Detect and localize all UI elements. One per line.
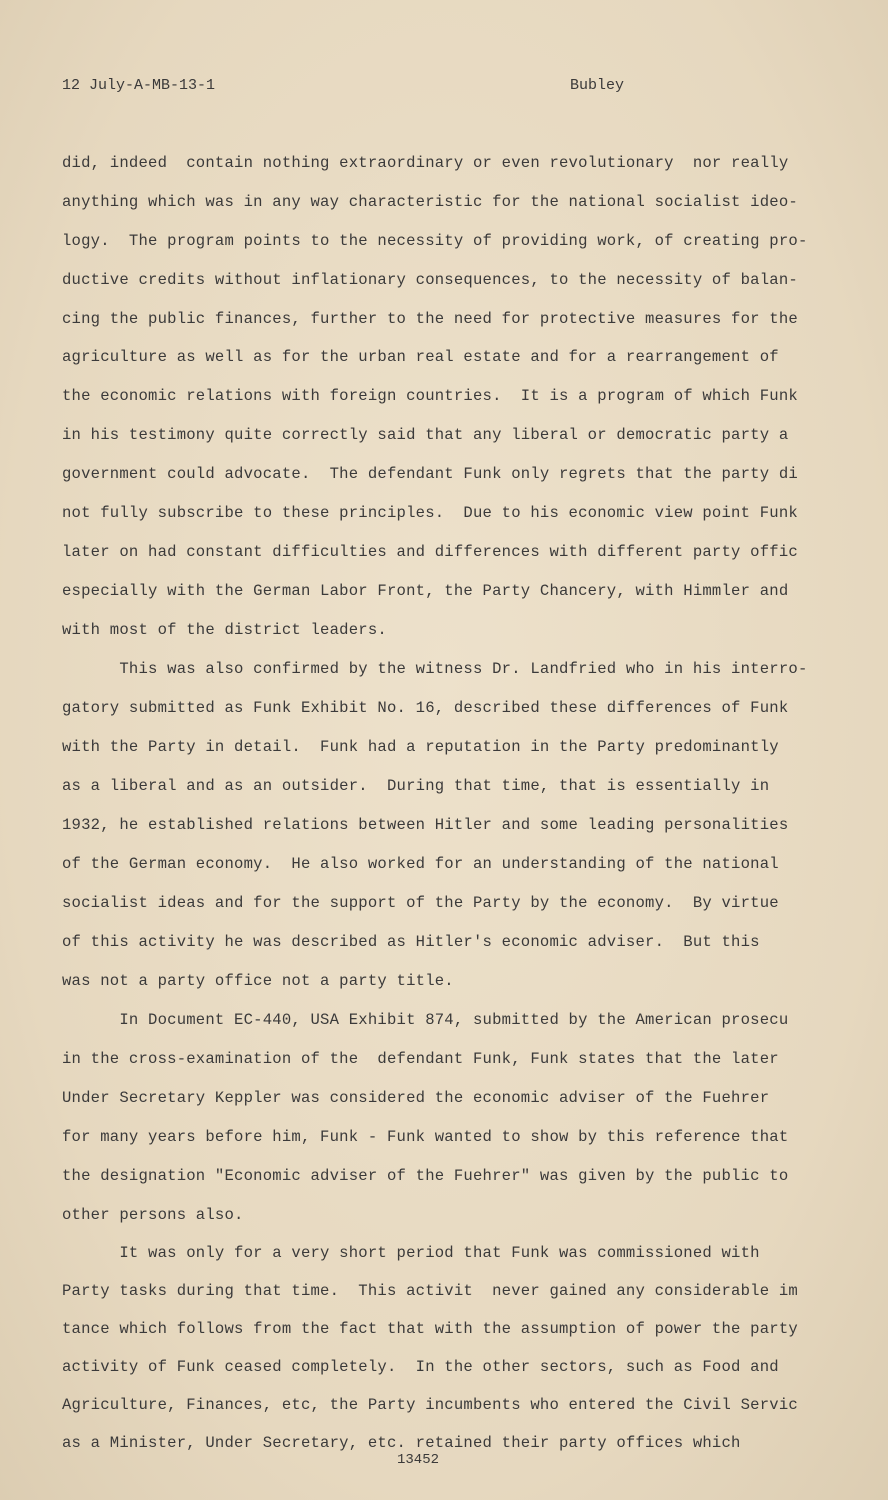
text-line: logy. The program points to the necessity of providing work, of creating pro- — [62, 232, 808, 250]
text-line: Under Secretary Keppler was considered the economic adviser of the Fuehrer — [62, 1089, 770, 1107]
text-line: especially with the German Labor Front, the Party Chancery, with Himmler and — [62, 582, 789, 600]
text-line: as a Minister, Under Secretary, etc. retained their party offices which — [62, 1434, 741, 1452]
text-line: This was also confirmed by the witness Dr. Landfried who in his interro- — [62, 660, 808, 678]
text-line: anything which was in any way characteristic for the national socialist ideo- — [62, 193, 798, 211]
document-id: 12 July-A-MB-13-1 — [62, 77, 216, 94]
text-line: the designation "Economic adviser of the Fuehrer" was given by the public to — [62, 1167, 789, 1185]
text-line: in his testimony quite correctly said that any liberal or democratic party a — [62, 426, 789, 444]
text-line: with most of the district leaders. — [62, 621, 387, 639]
text-line: of the German economy. He also worked for an understanding of the national — [62, 855, 779, 873]
page-number: 13452 — [397, 1452, 440, 1468]
text-line: with the Party in detail. Funk had a reputation in the Party predominantly — [62, 738, 779, 756]
text-line: the economic relations with foreign countries. It is a program of which Funk — [62, 387, 798, 405]
text-line: later on had constant difficulties and differences with different party offic — [62, 543, 798, 561]
text-line: was not a party office not a party title. — [62, 972, 454, 990]
text-line: other persons also. — [62, 1206, 244, 1224]
text-line: ductive credits without inflationary consequences, to the necessity of balan- — [62, 271, 798, 289]
text-line: agriculture as well as for the urban real estate and for a rearrangement of — [62, 348, 779, 366]
text-line: for many years before him, Funk - Funk wanted to show by this reference that — [62, 1128, 789, 1146]
text-line: activity of Funk ceased completely. In the other sectors, such as Food and — [62, 1358, 779, 1376]
page-header — [62, 77, 842, 99]
text-line: Agriculture, Finances, etc, the Party incumbents who entered the Civil Servic — [62, 1396, 798, 1414]
text-line: Party tasks during that time. This activit never gained any considerable im — [62, 1282, 798, 1300]
text-line: 1932, he established relations between Hitler and some leading personalities — [62, 816, 789, 834]
text-line: socialist ideas and for the support of the Party by the economy. By virtue — [62, 894, 779, 912]
reporter-name: Bubley — [570, 77, 625, 94]
text-line: in the cross-examination of the defendant Funk, Funk states that the later — [62, 1050, 779, 1068]
text-line: as a liberal and as an outsider. During that time, that is essentially in — [62, 777, 770, 795]
text-line: cing the public finances, further to the need for protective measures for the — [62, 310, 798, 328]
text-line: In Document EC-440, USA Exhibit 874, submitted by the American prosecu — [62, 1011, 789, 1029]
text-line: did, indeed contain nothing extraordinary or even revolutionary nor really — [62, 154, 789, 172]
text-line: government could advocate. The defendant Funk only regrets that the party di — [62, 465, 798, 483]
text-line: gatory submitted as Funk Exhibit No. 16, described these differences of Funk — [62, 699, 789, 717]
text-line: of this activity he was described as Hitler's economic adviser. But this — [62, 933, 760, 951]
text-line: It was only for a very short period that Funk was commissioned with — [62, 1244, 760, 1262]
text-line: not fully subscribe to these principles. Due to his economic view point Funk — [62, 504, 798, 522]
text-line: tance which follows from the fact that with the assumption of power the party — [62, 1320, 798, 1338]
